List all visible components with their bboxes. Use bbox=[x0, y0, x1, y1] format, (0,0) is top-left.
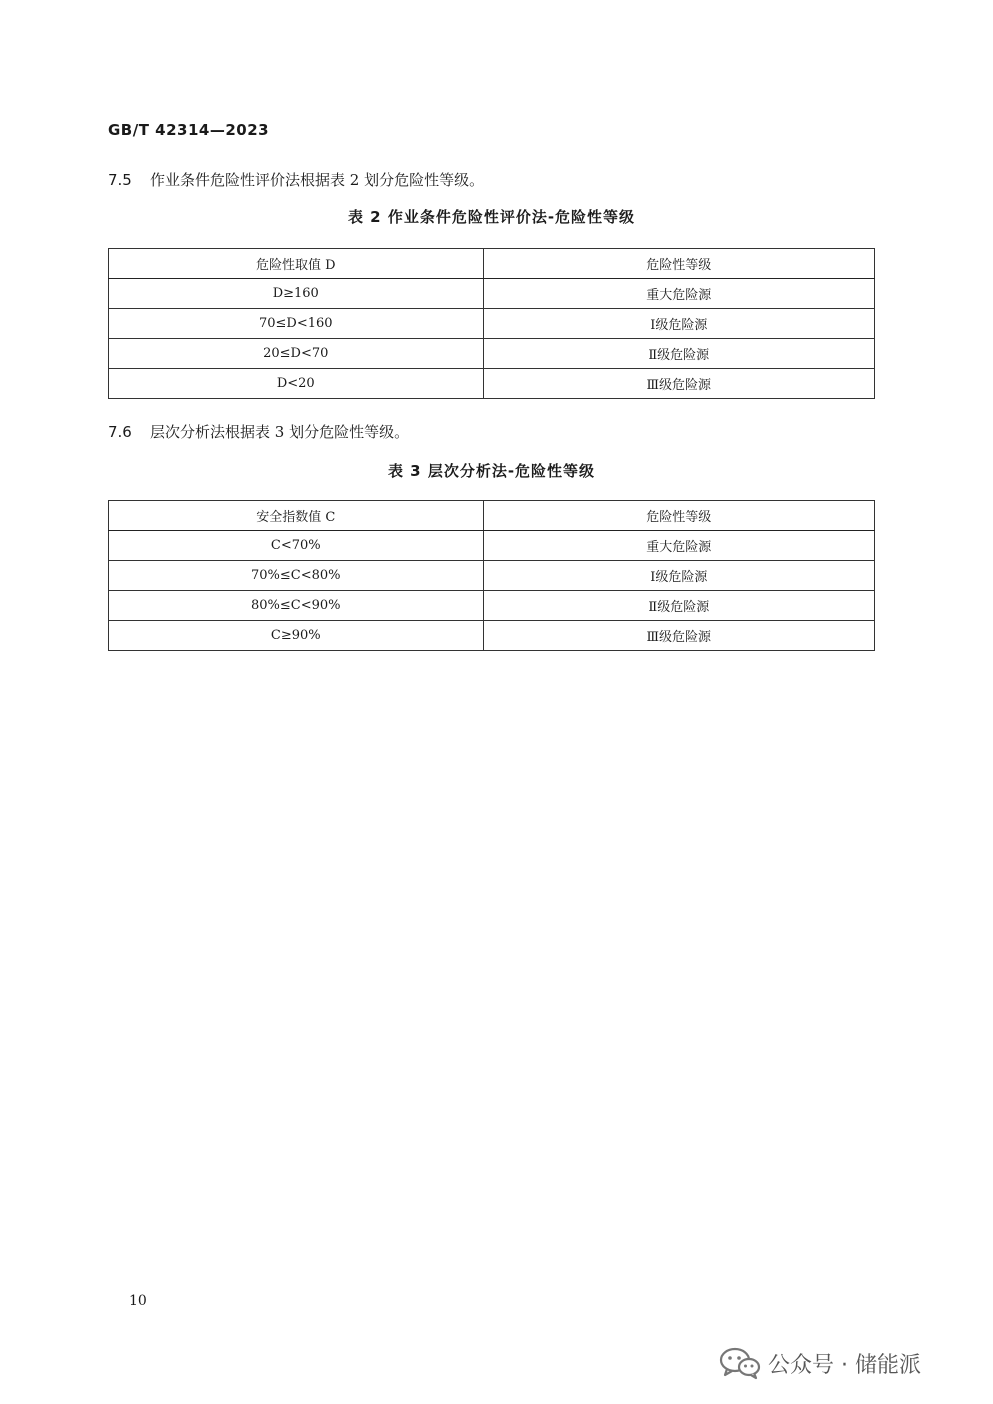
header-cell: 危险性等级 bbox=[483, 501, 874, 531]
table-row bbox=[109, 339, 875, 369]
page-number: 10 bbox=[129, 1293, 147, 1309]
header-cell: 安全指数值 C bbox=[109, 501, 484, 531]
table-3 bbox=[108, 500, 875, 651]
clause-text: 层次分析法根据表 3 划分危险性等级。 bbox=[150, 423, 410, 441]
table-cell: D<20 bbox=[109, 369, 484, 399]
table-cell: Ⅱ级危险源 bbox=[483, 591, 874, 621]
clause-7-5 bbox=[108, 170, 484, 190]
table-row bbox=[109, 591, 875, 621]
table-2-caption: 表 2 作业条件危险性评价法-危险性等级 bbox=[347, 208, 636, 226]
table-cell: C≥90% bbox=[109, 621, 484, 651]
watermark-text: 公众号 · 储能派 bbox=[768, 1352, 921, 1378]
header-cell: 危险性取值 D bbox=[109, 249, 484, 279]
clause-text: 作业条件危险性评价法根据表 2 划分危险性等级。 bbox=[150, 171, 485, 189]
table-header-row bbox=[109, 249, 875, 279]
table-cell: 20≤D<70 bbox=[109, 339, 484, 369]
table-cell: D≥160 bbox=[109, 279, 484, 309]
table-cell: Ⅱ级危险源 bbox=[483, 339, 874, 369]
clause-number: 7.5 bbox=[108, 171, 132, 189]
table-cell: 重大危险源 bbox=[483, 279, 874, 309]
table-3-caption: 表 3 层次分析法-危险性等级 bbox=[387, 462, 596, 480]
table-cell: Ⅰ级危险源 bbox=[483, 561, 874, 591]
watermark bbox=[718, 1346, 921, 1380]
standard-code: GB/T 42314—2023 bbox=[108, 121, 270, 139]
table-2 bbox=[108, 248, 875, 399]
table-row bbox=[109, 531, 875, 561]
clause-7-6 bbox=[108, 422, 409, 442]
wechat-logo-icon bbox=[718, 1346, 762, 1380]
table-cell: 70%≤C<80% bbox=[109, 561, 484, 591]
clause-number: 7.6 bbox=[108, 423, 132, 441]
header-cell: 危险性等级 bbox=[483, 249, 874, 279]
table-row bbox=[109, 369, 875, 399]
table-cell: Ⅲ级危险源 bbox=[483, 369, 874, 399]
table-cell: Ⅰ级危险源 bbox=[483, 309, 874, 339]
table-cell: 重大危险源 bbox=[483, 531, 874, 561]
table-row bbox=[109, 561, 875, 591]
table-row bbox=[109, 621, 875, 651]
table-cell: 80%≤C<90% bbox=[109, 591, 484, 621]
table-cell: 70≤D<160 bbox=[109, 309, 484, 339]
table-cell: C<70% bbox=[109, 531, 484, 561]
table-row bbox=[109, 279, 875, 309]
table-cell: Ⅲ级危险源 bbox=[483, 621, 874, 651]
table-header-row bbox=[109, 501, 875, 531]
table-row bbox=[109, 309, 875, 339]
